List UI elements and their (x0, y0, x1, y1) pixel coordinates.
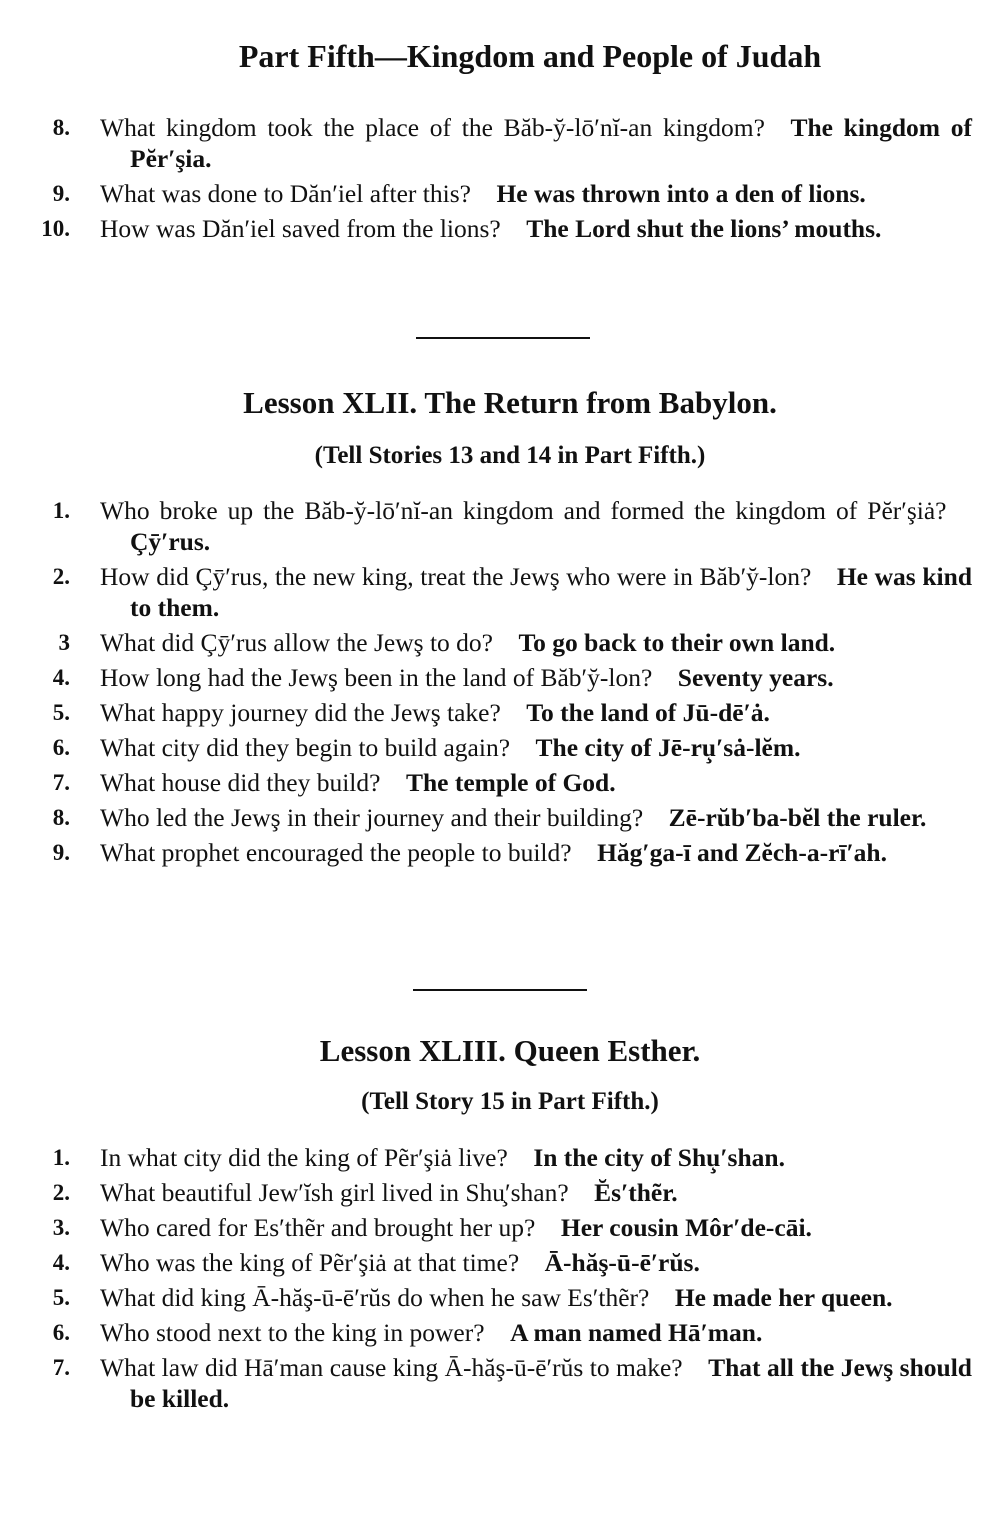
answer-text: He made her queen. (674, 1283, 893, 1312)
question-item (40, 1317, 972, 1348)
question-number: 4. (52, 665, 70, 690)
answer-text: Ā-hăş-ū-ē′rŭs. (544, 1248, 700, 1277)
question-number: 7. (52, 1355, 70, 1380)
question-number: 2. (52, 1180, 70, 1205)
question-item (40, 697, 972, 728)
question-item (40, 1282, 972, 1313)
question-number: 4. (52, 1250, 70, 1275)
question-item (40, 112, 972, 174)
question-text: Who stood next to the king in power? (100, 1318, 485, 1347)
question-number: 8. (52, 115, 70, 140)
answer-text: To go back to their own land. (518, 628, 836, 657)
question-number: 1. (52, 498, 70, 523)
answer-text: The Lord shut the lions’ mouths. (526, 214, 882, 243)
question-item (40, 561, 972, 623)
question-item (40, 1142, 972, 1173)
question-number: 7. (52, 770, 70, 795)
question-number: 1. (52, 1145, 70, 1170)
answer-text: The kingdom of Pĕr′şia. (130, 113, 973, 173)
question-text: What prophet encouraged the people to build? (100, 838, 572, 867)
lesson-43-question-list (40, 1142, 972, 1418)
answer-text: A man named Hā′man. (510, 1318, 763, 1347)
question-text: What house did they build? (100, 768, 381, 797)
question-text: How was Dăn′iel saved from the lions? (100, 214, 501, 243)
answer-text: To the land of Jū-dē′ȧ. (526, 698, 770, 727)
lesson-42-subtitle: (Tell Stories 13 and 14 in Part Fifth.) (314, 442, 706, 469)
question-item (40, 802, 972, 833)
question-text: What kingdom took the place of the Băb-y̆-lō′nĭ-an kingdom? (100, 113, 765, 142)
question-item (40, 178, 972, 209)
question-number: 3 (58, 630, 70, 655)
question-item (40, 837, 972, 868)
question-item (40, 627, 972, 658)
answer-text: Her cousin Môr′de-cāi. (560, 1213, 812, 1242)
question-text: In what city did the king of Pẽr′şiȧ live? (100, 1143, 508, 1172)
question-text: Who led the Jewş in their journey and their building? (100, 803, 644, 832)
answer-text: Hăg′ga-ī and Zĕch-a-rī′ah. (597, 838, 887, 867)
question-number: 6. (52, 1320, 70, 1345)
answer-text: Zē-rŭb′ba-bĕl the ruler. (668, 803, 927, 832)
answer-text: Ĕs′thẽr. (594, 1178, 678, 1207)
question-item (40, 767, 972, 798)
question-item (40, 495, 972, 557)
section-divider (416, 337, 590, 339)
question-item (40, 213, 972, 244)
question-text: Who cared for Es′thẽr and brought her up? (100, 1213, 536, 1242)
question-text: What happy journey did the Jewş take? (100, 698, 501, 727)
answer-text: Seventy years. (677, 663, 834, 692)
question-text: What beautiful Jew′ĭsh girl lived in Shu̧′shan? (100, 1178, 569, 1207)
lesson-42-title: Lesson XLII. The Return from Babylon. (243, 385, 777, 420)
lesson-43-subtitle: (Tell Story 15 in Part Fifth.) (361, 1088, 659, 1115)
question-number: 5. (52, 700, 70, 725)
question-number: 8. (52, 805, 70, 830)
question-text: What did Çȳ′rus allow the Jewş to do? (100, 628, 493, 657)
question-number: 9. (52, 181, 70, 206)
question-text: What was done to Dăn′iel after this? (100, 179, 471, 208)
lesson-43-title: Lesson XLIII. Queen Esther. (319, 1033, 701, 1068)
section-divider (413, 989, 587, 991)
question-text: Who was the king of Pẽr′şiȧ at that time? (100, 1248, 520, 1277)
question-item (40, 732, 972, 763)
question-item (40, 1352, 972, 1414)
lesson-42-question-list (40, 495, 972, 872)
question-text: How long had the Jewş been in the land of Băb′y̆-lon? (100, 663, 653, 692)
question-number: 9. (52, 840, 70, 865)
continued-question-list (40, 112, 972, 248)
question-text: What law did Hā′man cause king Ā-hăş-ū-ē′rŭs to make? (100, 1353, 683, 1382)
question-item (40, 1212, 972, 1243)
page-header: Part Fifth—Kingdom and People of Judah (238, 38, 822, 74)
answer-text: He was thrown into a den of lions. (496, 179, 866, 208)
answer-text: That all the Jewş should be killed. (130, 1353, 972, 1413)
question-text: How did Çȳ′rus, the new king, treat the Jewş who were in Băb′y̆-lon? (100, 562, 812, 591)
question-item (40, 1247, 972, 1278)
question-number: 2. (52, 564, 70, 589)
question-number: 6. (52, 735, 70, 760)
question-number: 10. (41, 216, 70, 241)
question-text: What did king Ā-hăş-ū-ē′rŭs do when he saw Es′thẽr? (100, 1283, 650, 1312)
answer-text: In the city of Shu̧′shan. (533, 1143, 785, 1172)
question-text: Who broke up the Băb-y̆-lō′nĭ-an kingdom and formed the kingdom of Pĕr′şiȧ? (100, 496, 947, 525)
question-item (40, 662, 972, 693)
answer-text: The temple of God. (405, 768, 616, 797)
question-item (40, 1177, 972, 1208)
answer-text: Çȳ′rus. (130, 527, 211, 556)
question-number: 3. (52, 1215, 70, 1240)
question-text: What city did they begin to build again? (100, 733, 511, 762)
answer-text: The city of Jē-ru̧′sȧ-lĕm. (535, 733, 801, 762)
question-number: 5. (52, 1285, 70, 1310)
answer-text: He was kind to them. (130, 562, 973, 622)
